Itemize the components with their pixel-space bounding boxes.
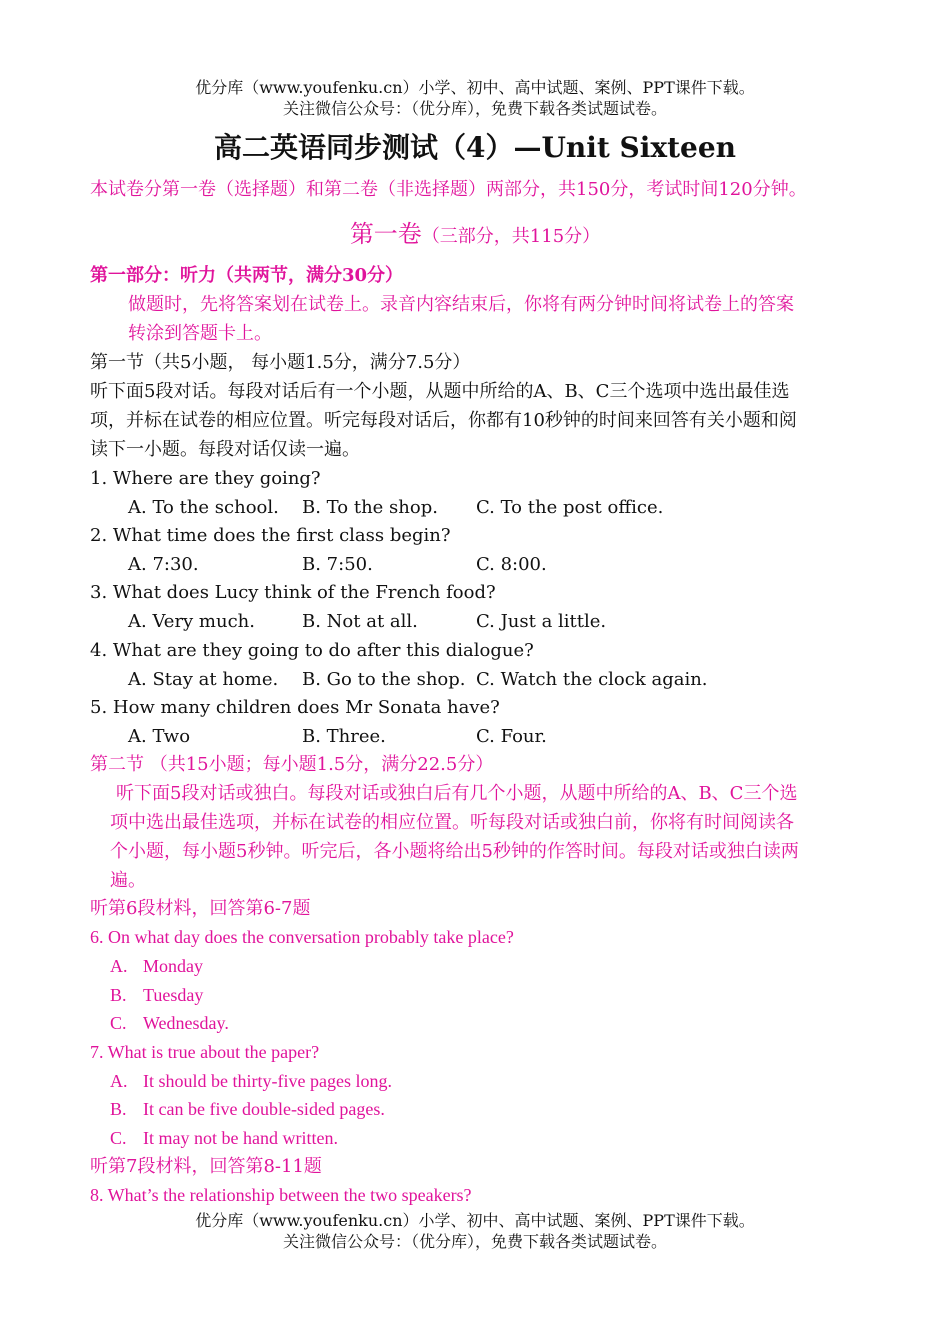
section-1-instr-1: 听下面5段对话。每段对话后有一个小题，从题中所给的A、B、C三个选项中选出最佳选 <box>90 381 790 402</box>
q6-option-a-letter: A. <box>110 956 128 976</box>
q3-option-b: B. Not at all. <box>302 611 418 632</box>
question-2: 2. What time does the first class begin? <box>90 525 451 546</box>
q4-option-b: B. Go to the shop. <box>302 669 466 690</box>
footer-line-2: 关注微信公众号：（优分库），免费下载各类试题试卷。 <box>282 1232 667 1251</box>
q7-option-b-text: It can be five double-sided pages. <box>143 1099 385 1119</box>
q6-option-a-text: Monday <box>143 956 203 976</box>
q1-option-b: B. To the shop. <box>302 497 438 518</box>
section-2-instr-1: 听下面5段对话或独白。每段对话或独白后有几个小题，从题中所给的A、B、C三个选 <box>116 783 798 804</box>
q3-option-c: C. Just a little. <box>476 611 607 632</box>
q5-option-a: A. Two <box>128 726 191 747</box>
q7-option-c <box>110 1124 338 1153</box>
q6-option-c-text: Wednesday. <box>143 1013 229 1033</box>
footer-line-1: 优分库（www.youfenku.cn）小学、初中、高中试题、案例、PPT课件下载。 <box>195 1211 755 1230</box>
section-1-instr-3: 读下一小题。每段对话仅读一遍。 <box>90 439 360 460</box>
part-1-instr-1: 做题时，先将答案划在试卷上。录音内容结束后，你将有两分钟时间将试卷上的答案 <box>128 294 794 315</box>
q6-option-b-letter: B. <box>110 985 127 1005</box>
q7-option-a-letter: A. <box>110 1071 128 1091</box>
section-2-instr-2: 项中选出最佳选项，并标在试卷的相应位置。听每段对话或独白前，你将有时间阅读各 <box>110 812 794 833</box>
q7-option-c-text: It may not be hand written. <box>143 1128 338 1148</box>
section-1-heading: 第一节（共5小题， 每小题1.5分，满分7.5分） <box>90 352 471 373</box>
question-5: 5. How many children does Mr Sonata have? <box>90 697 500 718</box>
exam-intro: 本试卷分第一卷（选择题）和第二卷（非选择题）两部分，共150分，考试时间120分钟。 <box>90 179 807 200</box>
q1-option-a: A. To the school. <box>128 497 279 518</box>
q7-option-a <box>110 1067 392 1096</box>
q2-option-a: A. 7:30. <box>128 554 199 575</box>
page-title: 高二英语同步测试（4）—Unit Sixteen <box>213 131 737 164</box>
q6-option-a <box>110 952 203 981</box>
q7-option-b-letter: B. <box>110 1099 127 1119</box>
section-2-heading: 第二节 （共15小题；每小题1.5分，满分22.5分） <box>90 754 494 775</box>
question-1: 1. Where are they going? <box>90 468 321 489</box>
q7-option-c-letter: C. <box>110 1128 127 1148</box>
question-8: 8. What’s the relationship between the two speakers? <box>90 1185 472 1205</box>
section-2-instr-3: 个小题，每小题5秒钟。听完后，各小题将给出5秒钟的作答时间。每段对话或独白读两 <box>110 841 799 862</box>
material-7-heading: 听第7段材料，回答第8-11题 <box>90 1156 322 1177</box>
q6-option-c <box>110 1009 229 1038</box>
q7-option-b <box>110 1095 385 1124</box>
question-7: 7. What is true about the paper? <box>90 1042 320 1062</box>
q7-option-a-text: It should be thirty-five pages long. <box>143 1071 392 1091</box>
volume-1-heading <box>0 220 950 251</box>
q3-option-a: A. Very much. <box>128 611 255 632</box>
q1-option-c: C. To the post office. <box>476 497 664 518</box>
header-line-2: 关注微信公众号：（优分库），免费下载各类试题试卷。 <box>282 99 667 118</box>
section-2-instr-4: 遍。 <box>110 870 146 891</box>
question-3: 3. What does Lucy think of the French food? <box>90 582 496 603</box>
q2-option-b: B. 7:50. <box>302 554 373 575</box>
section-1-instr-2: 项，并标在试卷的相应位置。听完每段对话后，你都有10秒钟的时间来回答有关小题和阅 <box>90 410 797 431</box>
question-4: 4. What are they going to do after this dialogue? <box>90 640 534 661</box>
q5-option-c: C. Four. <box>476 726 547 747</box>
q4-option-c: C. Watch the clock again. <box>476 669 708 690</box>
q2-option-c: C. 8:00. <box>476 554 547 575</box>
volume-1-name: 第一卷 <box>349 220 422 248</box>
part-1-heading: 第一部分：听力（共两节，满分30分） <box>90 265 404 286</box>
header-line-1: 优分库（www.youfenku.cn）小学、初中、高中试题、案例、PPT课件下载。 <box>195 78 755 97</box>
q6-option-b-text: Tuesday <box>143 985 204 1005</box>
part-1-instr-2: 转涂到答题卡上。 <box>128 323 272 344</box>
material-6-heading: 听第6段材料，回答第6-7题 <box>90 898 311 919</box>
q6-option-b <box>110 981 204 1010</box>
volume-1-sub: （三部分，共115分） <box>421 226 601 247</box>
q5-option-b: B. Three. <box>302 726 386 747</box>
q6-option-c-letter: C. <box>110 1013 127 1033</box>
question-6: 6. On what day does the conversation probably take place? <box>90 927 514 947</box>
q4-option-a: A. Stay at home. <box>128 669 279 690</box>
